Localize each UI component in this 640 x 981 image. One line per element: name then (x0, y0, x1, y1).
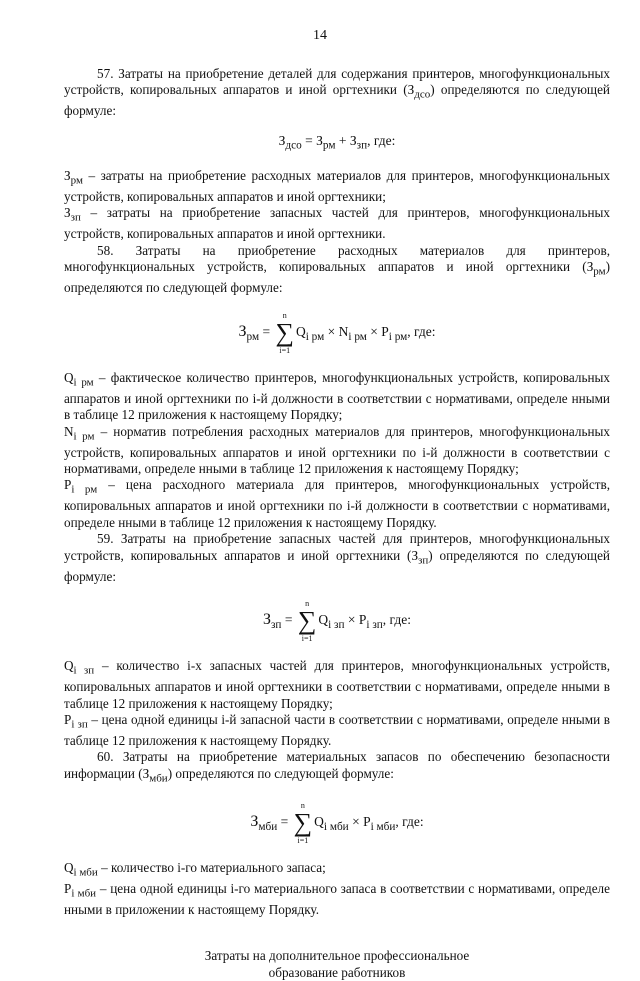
definition-p-zp: $P_{i зп}$ – цена одной единицы i-й запасной части в соответствии с нормативами, определе нными в таблице 12 приложения к настоящему Порядку. (64, 712, 610, 749)
definition-n-rm: $N_{i рм}$ – норматив потребления расходных материалов для принтеров, многофункциональных устройств, копировальных аппаратов и иной оргтехники по i-й должности в соответствии с нормативами, определе нными в таблице 12 приложения к настоящему Порядку; (64, 423, 610, 477)
paragraph-57: 57. Затраты на приобретение деталей для содержания принтеров, многофункциональных устройств, копировальных аппаратов и иной оргтехники $(З_{дсо})$ определяются по следующей формуле: (64, 66, 610, 119)
sum-symbol: n ∑ i=1 (275, 310, 294, 355)
paragraph-58: 58. Затраты на приобретение расходных материалов для принтеров, многофункциональных устройств, копировальных аппаратов и иной оргтехники $(З_{рм})$ определяются по следующей формуле: (64, 242, 610, 296)
definition-p-mbi: $P_{i мби}$ – цена одной единицы i-го материального запаса в соответствии с нормативами, определе нными в приложении к настоящему Порядку. (64, 880, 610, 918)
document-body (64, 66, 610, 981)
sum-symbol: n ∑ i=1 (293, 800, 313, 845)
definition-q-rm: $Q_{i рм}$ – фактическое количество принтеров, многофункциональных устройств, копировальных аппаратов и иной оргтехники по i-й должности в соответствии с нормативами, определе нными в таблице 12 приложения к настоящему Порядку; (64, 369, 610, 423)
page-number: 14 (313, 28, 327, 43)
definition-q-zp: $Q_{i зп}$ – количество i-х запасных частей для принтеров, многофункциональных устройств, копировальных аппаратов и иной оргтехники в соответствии с нормативами, определе нными в таблице 12 приложения к настоящему Порядку; (64, 658, 610, 711)
definition-z-zp: $З_{зп}$ – затраты на приобретение запасных частей для принтеров, многофункциональных устройств, копировальных аппаратов и иной оргтехники. (64, 205, 610, 242)
sum-symbol: n ∑ i=1 (297, 599, 317, 644)
formula-rm: $З_{рм}$ = n ∑ i=1 $Q_{i рм} \times N_{i рм} \times P_{i рм}$, где: (238, 310, 436, 355)
paragraph-60: 60. Затраты на приобретение материальных запасов по обеспечению безопасности информации $(З_{мби})$ определяются по следующей формуле: (64, 749, 610, 785)
formula-dso: $З_{дсо} = З_{рм} + З_{зп}$, где: (278, 132, 396, 152)
definition-z-rm: $З_{рм}$ – затраты на приобретение расходных материалов для принтеров, многофункциональных устройств, копировальных аппаратов и иной оргтехники; (64, 167, 610, 204)
formula-mbi: $З_{мби}$ = n ∑ i=1 $Q_{i мби} \times P_{i мби}$, где: (250, 800, 424, 845)
formula-zp: $З_{зп}$ = n ∑ i=1 $Q_{i зп} \times P_{i зп}$, где: (262, 599, 412, 644)
definition-p-rm: $P_{i рм}$ – цена расходного материала для принтеров, многофункциональных устройств, копировальных аппаратов и иной оргтехники по i-й должности в соответствии с нормативами, определе нными в таблице 12 приложения к настоящему Порядку. (64, 477, 611, 530)
section-title: Затраты на дополнительное профессиональное образование работников (204, 948, 470, 980)
paragraph-59: 59. Затраты на приобретение запасных частей для принтеров, многофункциональных устройств, копировальных аппаратов и иной оргтехники $(З_{зп})$ определяются по следующей формуле: (64, 531, 610, 584)
definition-q-mbi: $Q_{i мби}$ – количество i-го материального запаса; (64, 859, 326, 879)
